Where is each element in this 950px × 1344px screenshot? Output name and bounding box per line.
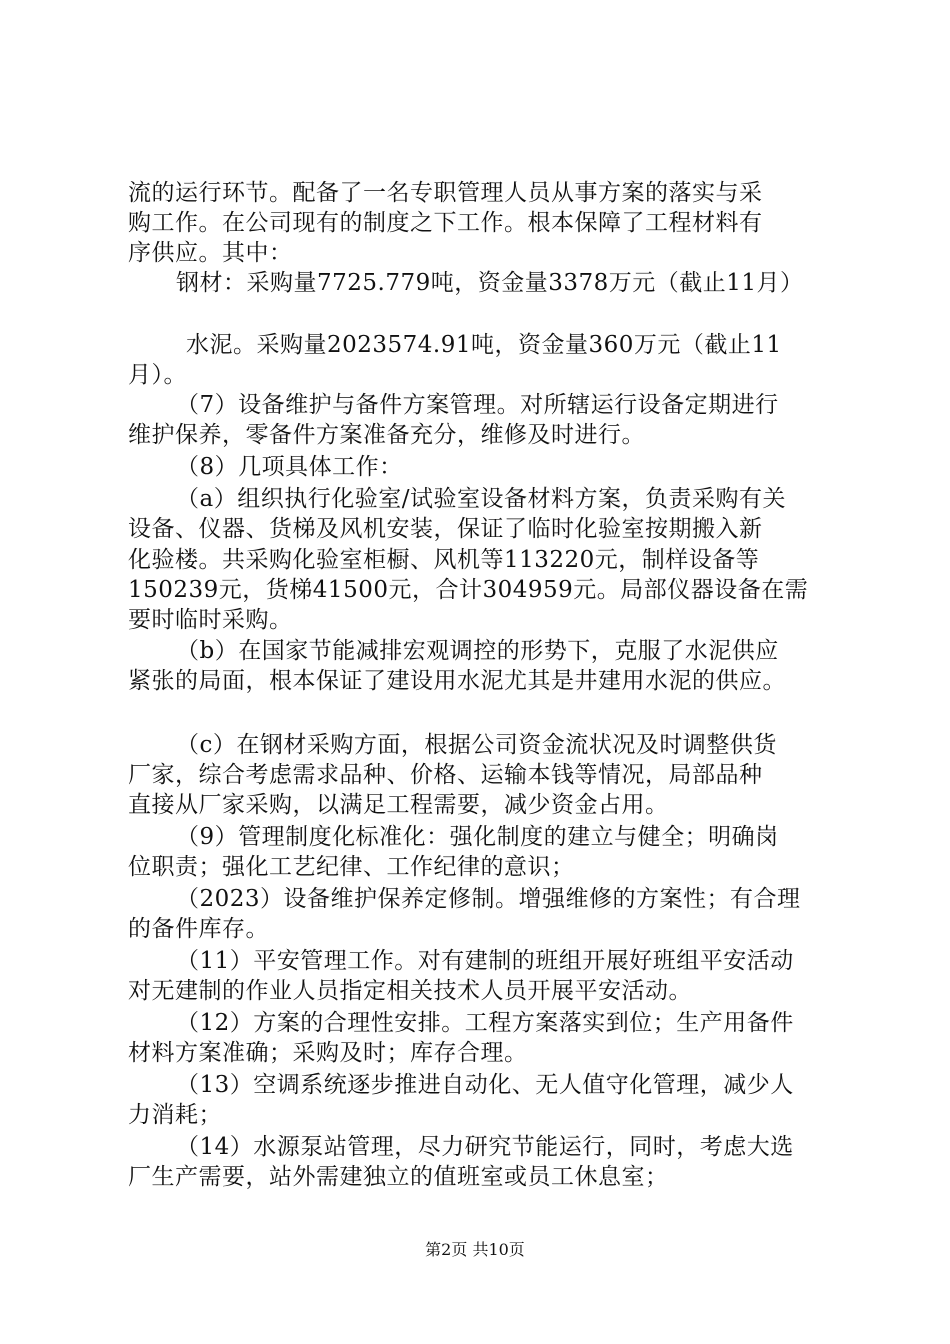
paragraph-line: （a）组织执行化验室/试验室设备材料方案，负责采购有关 [176,486,786,512]
paragraph-line: （9）管理制度化标准化：强化制度的建立与健全；明确岗 [176,824,779,850]
paragraph-line: 序供应。其中： [128,240,293,266]
paragraph-line: 要时临时采购。 [128,607,293,633]
paragraph-line: 150239元，货梯41500元，合计304959元。局部仪器设备在需 [128,577,809,603]
paragraph-line: 位职责；强化工艺纪律、工作纪律的意识； [128,854,575,880]
paragraph-line: （11）平安管理工作。对有建制的班组开展好班组平安活动 [176,948,794,974]
paragraph-line: 材料方案准确；采购及时；库存合理。 [128,1040,528,1066]
paragraph-line: 厂家，综合考虑需求品种、价格、运输本钱等情况，局部品种 [128,762,763,788]
paragraph-line: 厂生产需要，站外需建独立的值班室或员工休息室； [128,1164,669,1190]
paragraph-line: （12）方案的合理性安排。工程方案落实到位；生产用备件 [176,1010,794,1036]
paragraph-line: （c）在钢材采购方面，根据公司资金流状况及时调整供货 [176,732,777,758]
paragraph-line: （14）水源泵站管理，尽力研究节能运行，同时，考虑大选 [176,1134,794,1160]
paragraph-line: 钢材：采购量7725.779吨，资金量3378万元（截止11月） [176,270,804,296]
page-number: 第2页 共10页 [425,1240,525,1259]
paragraph-line: （b）在国家节能减排宏观调控的形势下，克服了水泥供应 [176,638,779,664]
paragraph-line: 流的运行环节。配备了一名专职管理人员从事方案的落实与采 [128,180,763,206]
paragraph-line: （8）几项具体工作： [176,454,403,480]
paragraph-line: 力消耗； [128,1102,222,1128]
paragraph-line: 对无建制的作业人员指定相关技术人员开展平安活动。 [128,978,692,1004]
paragraph-line: 水泥。采购量2023574.91吨，资金量360万元（截止11 [186,332,782,358]
paragraph-line: （13）空调系统逐步推进自动化、无人值守化管理，减少人 [176,1072,794,1098]
paragraph-line: 维护保养，零备件方案准备充分，维修及时进行。 [128,422,645,448]
paragraph-line: 的备件库存。 [128,916,269,942]
paragraph-line: 购工作。在公司现有的制度之下工作。根本保障了工程材料有 [128,210,763,236]
paragraph-line: （7）设备维护与备件方案管理。对所辖运行设备定期进行 [176,392,779,418]
paragraph-line: （2023）设备维护保养定修制。增强维修的方案性；有合理 [176,886,801,912]
paragraph-line: 直接从厂家采购，以满足工程需要，减少资金占用。 [128,792,669,818]
paragraph-line: 设备、仪器、货梯及风机安装，保证了临时化验室按期搬入新 [128,516,763,542]
paragraph-line: 月）。 [128,362,187,388]
paragraph-line: 紧张的局面，根本保证了建设用水泥尤其是井建用水泥的供应。 [128,668,786,694]
paragraph-line: 化验楼。共采购化验室柜橱、风机等113220元，制样设备等 [128,547,760,573]
